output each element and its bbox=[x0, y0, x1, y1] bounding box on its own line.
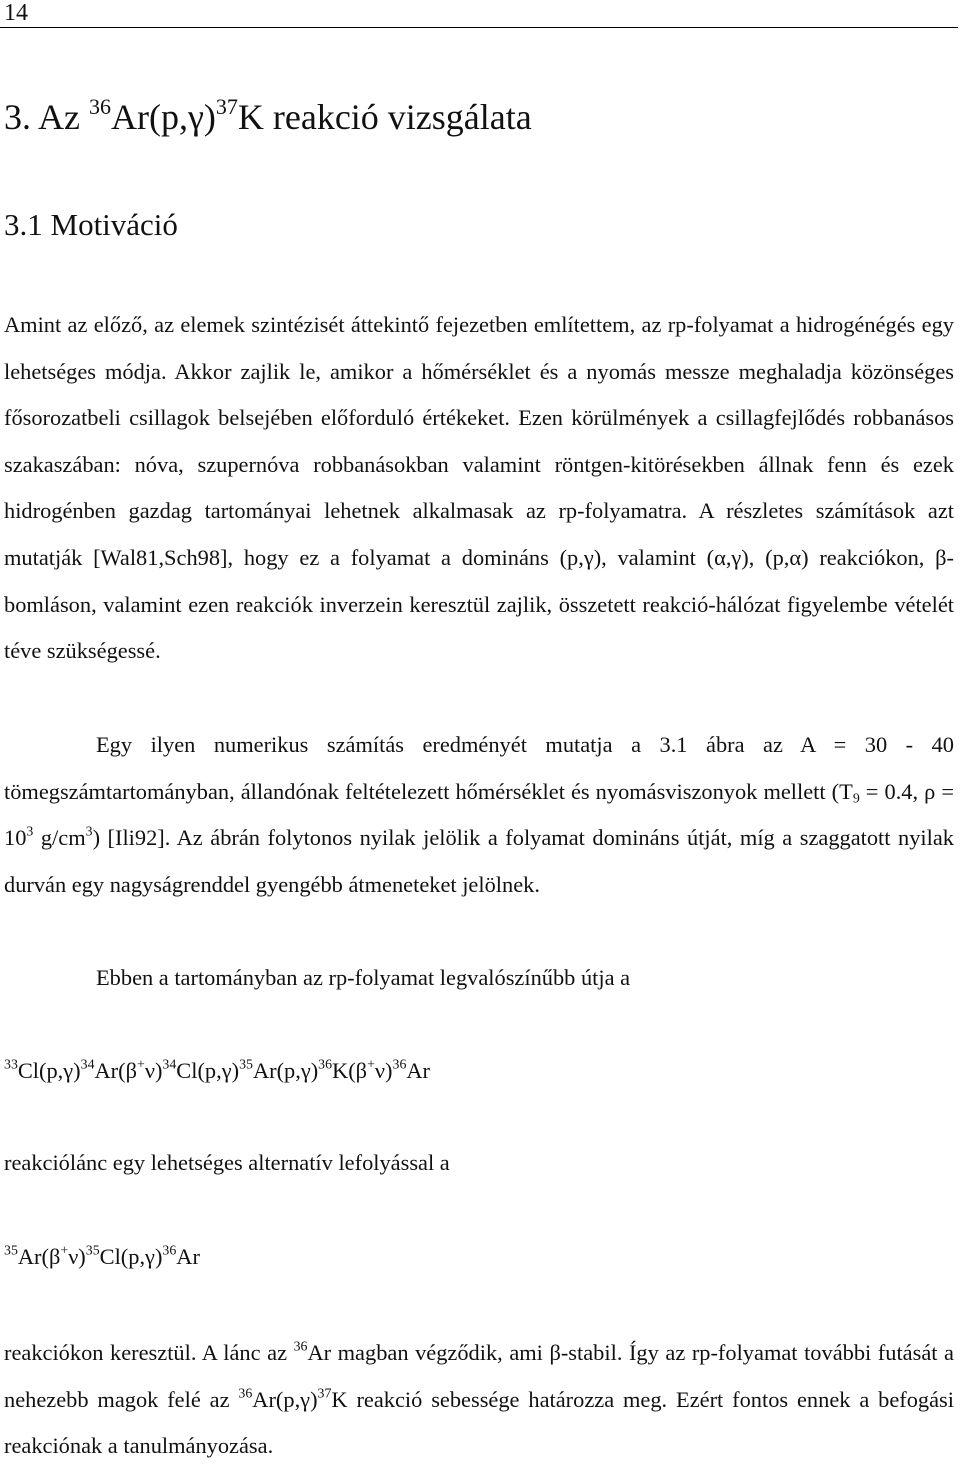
paragraph-path-intro: Ebben a tartományban az rp-folyamat legvalószínűbb útja a bbox=[96, 965, 631, 990]
charge-sign: + bbox=[367, 1057, 375, 1073]
page-number: 14 bbox=[4, 0, 28, 26]
chapter-title-part: Ar(p,γ) bbox=[111, 97, 216, 137]
mass-number: 36 bbox=[293, 1339, 308, 1355]
equation-part: Ar bbox=[176, 1244, 200, 1269]
mass-number: 34 bbox=[80, 1057, 95, 1073]
mass-number: 37 bbox=[317, 1385, 332, 1401]
equation-part: Cl(p,γ) bbox=[99, 1244, 163, 1269]
equation-part: ν) bbox=[144, 1058, 163, 1083]
mass-number: 36 bbox=[162, 1243, 177, 1259]
alternative-chain-equation bbox=[4, 1234, 200, 1280]
text-run: ) [Ili92]. Az ábrán folytonos nyilak jelölik a folyamat domináns útját, míg a szaggatott nyilak durván egy nagyságrenddel gyengébb átmeneteket jelölnek. bbox=[4, 825, 954, 897]
equation-part: ν) bbox=[374, 1058, 393, 1083]
chapter-number: 3. bbox=[4, 97, 31, 137]
chapter-title-part: Az bbox=[38, 97, 80, 137]
superscript: 3 bbox=[26, 824, 34, 840]
mass-number: 35 bbox=[85, 1243, 100, 1259]
text-run: Ar magban végződik, ami β-stabil. Így az rp-folyamat további futását a nehezebb magok felé az bbox=[4, 1340, 954, 1412]
mass-number: 35 bbox=[4, 1243, 18, 1259]
text-run: = 0.4, ρ = 10 bbox=[4, 778, 954, 851]
equation-part: Cl(p,γ) bbox=[17, 1058, 81, 1083]
charge-sign: + bbox=[137, 1057, 145, 1073]
equation-part: Cl(p,γ) bbox=[176, 1058, 240, 1083]
text-run: g/cm bbox=[33, 825, 86, 851]
paragraph-motivation: Amint az előző, az elemek szintézisét áttekintő fejezetben említettem, az rp-folyamat a hidrogénégés egy lehetséges módja. Akkor zajlik le, amikor a hőmérséklet és a nyomás messze meghaladja közönséges fősorozatbeli csillagok belsejében előforduló értékeket. Ezen körülmények a csillagfejlődés robbanásos szakaszában: nóva, szupernóva robbanásokban valamint röntgen-kitörésekben állnak fenn és ezek hidrogénben gazdag tartományai lehetnek alkalmasak az rp-folyamatra. A részletes számítások azt mutatják [Wal81,Sch98], hogy ez a folyamat a domináns (p,γ), valamint (α,γ), (p,α) reakciókon, β-bomláson, valamint ezen reakciók inverzein keresztül zajlik, összetett reakció-hálózat figyelembe vételét téve szükségessé. bbox=[4, 312, 954, 664]
equation-part: Ar(β bbox=[94, 1058, 137, 1083]
equation-part: K(β bbox=[332, 1058, 368, 1083]
alternative-text: reakciólánc egy lehetséges alternatív lefolyással a bbox=[4, 1150, 450, 1175]
mass-number: 34 bbox=[162, 1057, 177, 1073]
charge-sign: + bbox=[60, 1243, 69, 1259]
header-rule bbox=[0, 27, 958, 28]
text-run: reakciókon keresztül. A lánc az bbox=[4, 1340, 294, 1365]
mass-number: 36 bbox=[392, 1057, 407, 1073]
mass-number: 36 bbox=[89, 94, 111, 119]
paragraph-numerical bbox=[4, 722, 954, 908]
section-heading: 3.1 Motiváció bbox=[4, 207, 178, 242]
reaction-chain-equation bbox=[4, 1048, 430, 1094]
text-run: Ar(p,γ) bbox=[252, 1386, 318, 1412]
equation-part: Ar(p,γ) bbox=[252, 1058, 319, 1083]
subscript: 9 bbox=[852, 791, 860, 807]
equation-part: Ar(β bbox=[17, 1244, 61, 1269]
equation-part: Ar bbox=[406, 1058, 431, 1083]
mass-number: 36 bbox=[238, 1385, 253, 1401]
mass-number: 36 bbox=[318, 1057, 333, 1073]
text-run: Egy ilyen numerikus számítás eredményét mutatja a 3.1 ábra az A = 30 - 40 tömegszámtartományban, állandónak feltételezett hőmérséklet és nyomásviszonyok mellett (T bbox=[4, 732, 954, 804]
chapter-heading bbox=[4, 95, 532, 139]
equation-part: ν) bbox=[68, 1244, 86, 1269]
mass-number: 35 bbox=[239, 1057, 253, 1073]
mass-number: 37 bbox=[215, 94, 238, 119]
paragraph-conclusion bbox=[4, 1330, 954, 1470]
superscript: 3 bbox=[85, 824, 93, 840]
mass-number: 33 bbox=[4, 1057, 18, 1073]
chapter-title-part: K reakció vizsgálata bbox=[237, 97, 532, 137]
text-run: K reakció sebessége határozza meg. Ezért fontos ennek a befogási reakciónak a tanulmányozása. bbox=[4, 1386, 954, 1459]
